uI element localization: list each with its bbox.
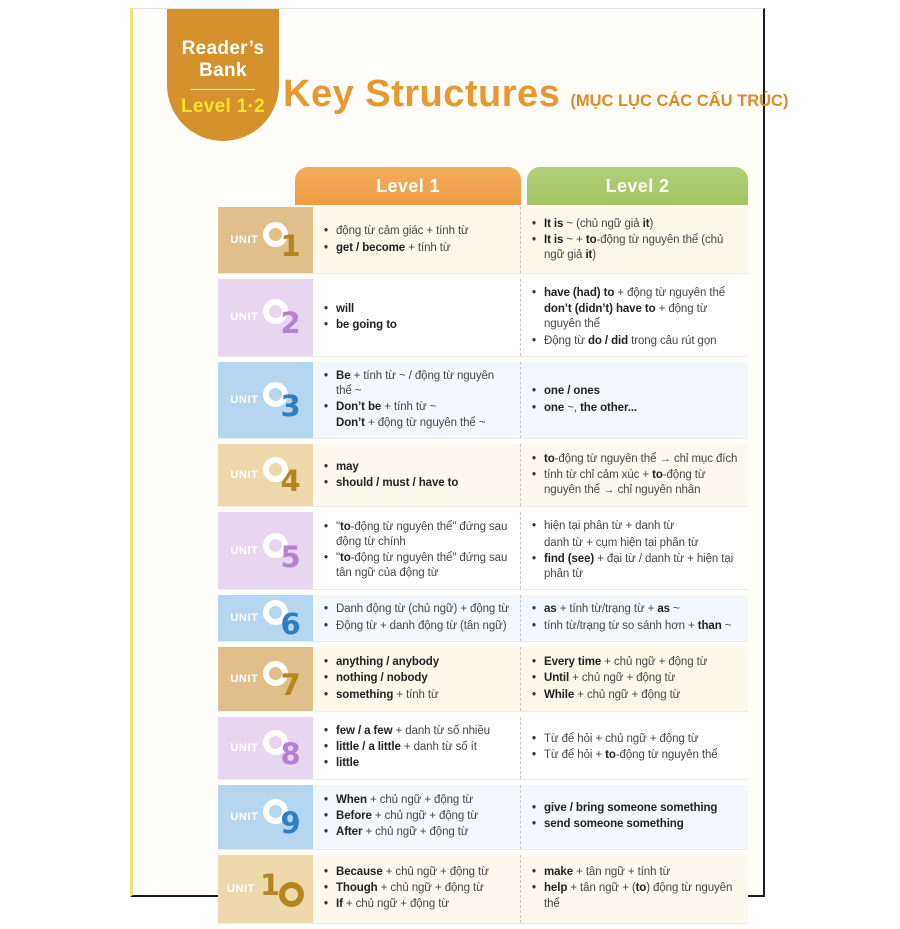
structure-item: • "to-động từ nguyên thể" đứng sau tân ngữ của động từ — [323, 551, 510, 581]
unit-number: 2 — [263, 296, 300, 338]
unit-badge — [218, 362, 313, 439]
table-row-unit-2 — [218, 279, 748, 356]
unit-badge — [218, 595, 313, 641]
structure-item: • tính từ chỉ cảm xúc + to-động từ nguyên thể → chỉ nguyên nhân — [531, 468, 738, 498]
structure-item: • be going to — [323, 318, 510, 333]
structure-item: • help + tân ngữ + (to) động từ nguyên thể — [531, 881, 738, 911]
level2-cell — [521, 512, 748, 589]
level2-cell — [521, 444, 748, 506]
level1-cell — [313, 855, 521, 923]
unit-number: 9 — [263, 796, 300, 838]
level1-cell — [313, 785, 521, 849]
level1-cell — [313, 647, 521, 711]
structure-item: • Be + tính từ ~ / động từ nguyên thể ~ — [323, 369, 510, 399]
unit-label: UNIT — [230, 469, 259, 482]
structure-item: danh từ + cụm hiện tại phân từ — [544, 536, 699, 549]
structure-item: • "to-động từ nguyên thể" đứng sau động từ chính — [323, 520, 510, 550]
column-header-level1: Level 1 — [295, 167, 521, 205]
level1-cell — [313, 444, 521, 506]
table-row-unit-3 — [218, 362, 748, 439]
unit-label: UNIT — [230, 234, 259, 246]
unit-number: 5 — [263, 530, 300, 572]
table-row-unit-10 — [218, 855, 748, 923]
structure-item: • động từ cảm giác + tính từ — [323, 224, 510, 239]
unit-label: UNIT — [230, 612, 259, 625]
structure-item: • If + chủ ngữ + động từ — [323, 897, 510, 912]
structure-item: • anything / anybody — [323, 655, 510, 670]
level2-cell — [521, 207, 748, 273]
table-row-unit-7 — [218, 647, 748, 711]
level1-cell — [313, 362, 521, 439]
level1-cell — [313, 595, 521, 641]
level2-cell — [521, 279, 748, 356]
structure-item: • It is ~ + to-động từ nguyên thể (chủ ngữ giả it) — [531, 233, 738, 263]
structure-item: • little / a little + danh từ số ít — [323, 740, 510, 755]
structure-item: • Though + chủ ngữ + động từ — [323, 881, 510, 896]
unit-number: 1 — [263, 219, 300, 261]
column-headers — [295, 167, 748, 205]
table-row-unit-5 — [218, 512, 748, 589]
unit-badge — [218, 855, 313, 923]
structure-item: • send someone something — [531, 817, 738, 832]
structure-item: • make + tân ngữ + tính từ — [531, 865, 738, 880]
level2-cell — [521, 362, 748, 439]
unit-badge — [218, 512, 313, 589]
table-row-unit-6 — [218, 595, 748, 641]
table-row-unit-4 — [218, 444, 748, 506]
structure-item: Don’t + động từ nguyên thể ~ — [336, 417, 486, 430]
zero-ring-icon — [279, 882, 304, 907]
structure-item: • little — [323, 756, 510, 771]
structure-item: • Every time + chủ ngữ + động từ — [531, 655, 738, 670]
structure-item: • should / must / have to — [323, 476, 510, 491]
structure-item: • few / a few + danh từ số nhiều — [323, 724, 510, 739]
structure-item: don’t (didn’t) have to + động từ nguyên thể — [544, 303, 708, 331]
brand-badge — [167, 9, 279, 141]
structure-item: • Từ để hỏi + to-động từ nguyên thể — [531, 748, 738, 763]
table-rows — [218, 207, 748, 923]
unit-label: UNIT — [230, 394, 259, 407]
structure-item: • Động từ do / did trong câu rút gọn — [531, 334, 738, 349]
unit-number: 8 — [263, 727, 300, 769]
structure-item: • to-động từ nguyên thể → chỉ mục đích — [531, 452, 738, 467]
structure-item: • will — [323, 302, 510, 317]
structure-item: • give / bring someone something — [531, 801, 738, 816]
structure-item: • When + chủ ngữ + động từ — [323, 793, 510, 808]
table-row-unit-1 — [218, 207, 748, 273]
unit-label: UNIT — [230, 810, 259, 823]
unit-badge — [218, 279, 313, 356]
unit-number: 4 — [263, 454, 300, 496]
title-row — [283, 73, 788, 116]
structure-item: • something + tính từ — [323, 688, 510, 703]
brand-name-line2: Bank — [199, 59, 247, 81]
level2-cell — [521, 647, 748, 711]
structure-item: • one / ones — [531, 384, 738, 399]
key-structures-table — [218, 167, 748, 929]
unit-number: 1 — [260, 871, 304, 907]
column-header-level2: Level 2 — [527, 167, 748, 205]
structure-item: • Before + chủ ngữ + động từ — [323, 809, 510, 824]
structure-item: • After + chủ ngữ + động từ — [323, 825, 510, 840]
level1-cell — [313, 279, 521, 356]
brand-name-line1: Reader’s — [181, 38, 265, 59]
level1-cell — [313, 717, 521, 779]
table-row-unit-9 — [218, 785, 748, 849]
unit-badge — [218, 717, 313, 779]
unit-badge — [218, 444, 313, 506]
unit-badge — [218, 207, 313, 273]
page-subtitle: (MỤC LỤC CÁC CẤU TRÚC) — [570, 92, 789, 110]
unit-number: 7 — [263, 658, 300, 700]
page-title: Key Structures — [283, 73, 561, 115]
structure-item: • Because + chủ ngữ + động từ — [323, 865, 510, 880]
table-row-unit-8 — [218, 717, 748, 779]
level2-cell — [521, 717, 748, 779]
unit-badge — [218, 647, 313, 711]
structure-item: • tính từ/trạng từ so sánh hơn + than ~ — [531, 619, 738, 634]
structure-item: • Until + chủ ngữ + động từ — [531, 671, 738, 686]
structure-item: • nothing / nobody — [323, 671, 510, 686]
structure-item: • Danh động từ (chủ ngữ) + động từ — [323, 602, 510, 617]
brand-level-label: Level 1·2 — [180, 95, 266, 117]
level1-cell — [313, 207, 521, 273]
structure-item: • one ~, the other... — [531, 401, 738, 416]
unit-badge — [218, 785, 313, 849]
structure-item: • may — [323, 460, 510, 475]
structure-item: • While + chủ ngữ + động từ — [531, 688, 738, 703]
unit-label: UNIT — [230, 544, 259, 557]
structure-item: • as + tính từ/trạng từ + as ~ — [531, 602, 738, 617]
book-page — [130, 8, 789, 911]
structure-item: • have (had) to + động từ nguyên thể — [531, 286, 738, 301]
structure-item: • find (see) + đại từ / danh từ + hiện tại phân từ — [531, 552, 738, 582]
level2-cell — [521, 785, 748, 849]
unit-label: UNIT — [230, 673, 259, 686]
structure-item: • get / become + tính từ — [323, 241, 510, 256]
unit-label: UNIT — [226, 882, 255, 895]
brand-divider — [191, 89, 255, 90]
level2-cell — [521, 855, 748, 923]
structure-item: • It is ~ (chủ ngữ giả it) — [531, 217, 738, 232]
structure-item: • Từ để hỏi + chủ ngữ + động từ — [531, 732, 738, 747]
unit-number: 3 — [263, 379, 300, 421]
structure-item: • Động từ + danh động từ (tân ngữ) — [323, 619, 510, 634]
unit-label: UNIT — [230, 311, 259, 324]
unit-number: 6 — [263, 597, 300, 639]
unit-label: UNIT — [230, 741, 259, 754]
structure-item: • Don’t be + tính từ ~ — [323, 400, 510, 415]
level1-cell — [313, 512, 521, 589]
structure-item: • hiện tại phân từ + danh từ — [531, 519, 738, 534]
level2-cell — [521, 595, 748, 641]
